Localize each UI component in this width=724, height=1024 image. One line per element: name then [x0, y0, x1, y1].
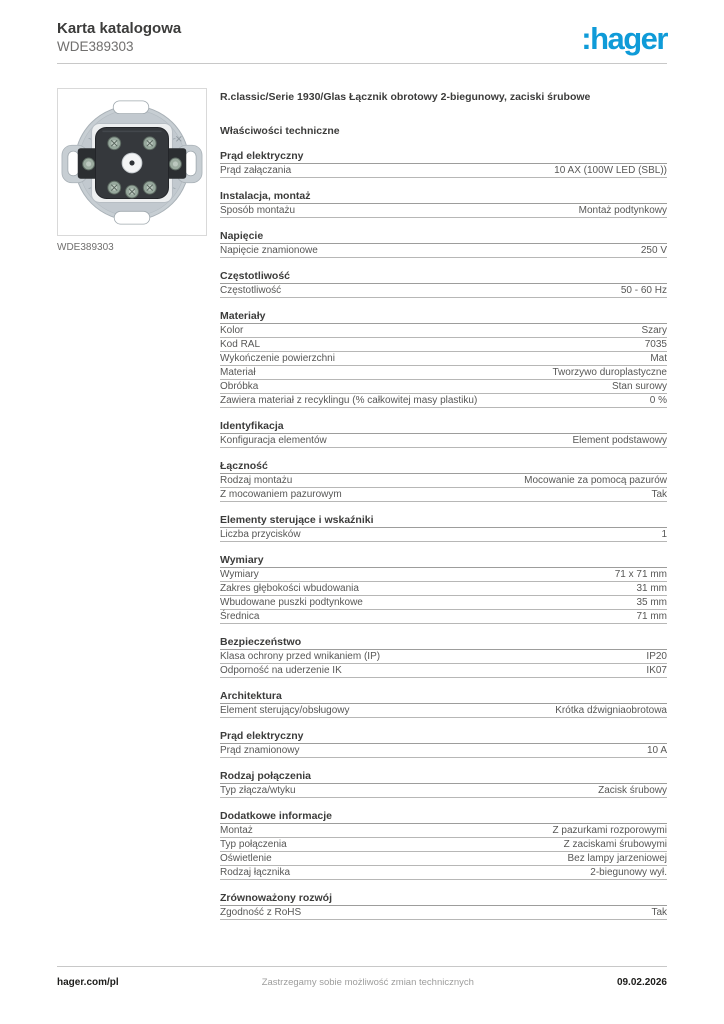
spec-row-value: Tak — [651, 907, 667, 918]
spec-row-label: Element sterujący/obsługowy — [220, 705, 350, 716]
spec-section-title: Architektura — [220, 691, 667, 704]
spec-row-value: 71 x 71 mm — [614, 569, 667, 580]
spec-row-label: Typ złącza/wtyku — [220, 785, 296, 796]
spec-section — [220, 731, 667, 758]
header-divider — [57, 63, 667, 64]
spec-section-title: Instalacja, montaż — [220, 191, 667, 204]
product-image — [57, 88, 207, 236]
spec-row-label: Montaż — [220, 825, 253, 836]
spec-sections — [220, 151, 667, 920]
product-image-column — [57, 88, 207, 933]
spec-row-value: Element podstawowy — [572, 435, 667, 446]
spec-column — [220, 88, 667, 933]
spec-row-label: Zgodność z RoHS — [220, 907, 302, 918]
spec-row — [220, 434, 667, 448]
spec-section — [220, 191, 667, 218]
spec-row-label: Wbudowane puszki podtynkowe — [220, 597, 363, 608]
hager-logo: :hager — [581, 21, 667, 56]
spec-section-title: Częstotliwość — [220, 271, 667, 284]
spec-row-label: Obróbka — [220, 381, 259, 392]
spec-row-label: Napięcie znamionowe — [220, 245, 318, 256]
spec-row-label: Kod RAL — [220, 339, 261, 350]
spec-section-title: Łączność — [220, 461, 667, 474]
spec-section — [220, 311, 667, 408]
spec-row-value: Mat — [650, 353, 667, 364]
spec-row — [220, 394, 667, 408]
spec-row-value: IK07 — [646, 665, 667, 676]
spec-row — [220, 204, 667, 218]
spec-row-label: Prąd załączania — [220, 165, 292, 176]
spec-row-label: Wykończenie powierzchni — [220, 353, 335, 364]
spec-section — [220, 893, 667, 920]
spec-section — [220, 151, 667, 178]
spec-row-value: Bez lampy jarzeniowej — [567, 853, 667, 864]
spec-row — [220, 568, 667, 582]
footer-disclaimer: Zastrzegamy sobie możliwość zmian technicznych — [261, 977, 474, 988]
rotary-switch-illustration — [58, 89, 206, 235]
spec-row-label: Zawiera materiał z recyklingu (% całkowitej masy plastiku) — [220, 395, 478, 406]
main-content — [57, 88, 667, 933]
spec-row — [220, 704, 667, 718]
spec-row-value: 71 mm — [636, 611, 667, 622]
spec-section-title: Rodzaj połączenia — [220, 771, 667, 784]
header-title-block — [57, 20, 181, 55]
spec-row-label: Sposób montażu — [220, 205, 296, 216]
spec-row — [220, 284, 667, 298]
spec-row-value: 2-biegunowy wył. — [590, 867, 667, 878]
spec-row-value: Krótka dźwigniaobrotowa — [555, 705, 667, 716]
spec-row-value: 7035 — [644, 339, 667, 350]
spec-row-value: IP20 — [646, 651, 667, 662]
spec-row-label: Zakres głębokości wbudowania — [220, 583, 359, 594]
spec-section-title: Dodatkowe informacje — [220, 811, 667, 824]
spec-section-title: Prąd elektryczny — [220, 151, 667, 164]
spec-row-value: 0 % — [649, 395, 667, 406]
spec-row — [220, 744, 667, 758]
spec-row — [220, 338, 667, 352]
product-code: WDE389303 — [57, 39, 134, 54]
spec-section — [220, 231, 667, 258]
spec-row-value: Zacisk śrubowy — [598, 785, 667, 796]
spec-row — [220, 650, 667, 664]
spec-row — [220, 838, 667, 852]
product-image-caption: WDE389303 — [57, 242, 114, 253]
spec-section — [220, 515, 667, 542]
footer-content — [57, 967, 667, 988]
spec-row-value: Tworzywo duroplastyczne — [552, 367, 667, 378]
spec-row-value: 250 V — [640, 245, 667, 256]
footer — [57, 966, 667, 988]
spec-row — [220, 664, 667, 678]
spec-section — [220, 771, 667, 798]
spec-row — [220, 488, 667, 502]
spec-section-title: Prąd elektryczny — [220, 731, 667, 744]
product-title: R.classic/Serie 1930/Glas Łącznik obrotowy 2-biegunowy, zaciski śrubowe — [220, 91, 591, 103]
spec-row-label: Prąd znamionowy — [220, 745, 300, 756]
spec-row-label: Oświetlenie — [220, 853, 272, 864]
spec-row-label: Rodzaj łącznika — [220, 867, 291, 878]
spec-section-title: Napięcie — [220, 231, 667, 244]
spec-section — [220, 555, 667, 624]
spec-row-label: Materiał — [220, 367, 256, 378]
spec-row — [220, 582, 667, 596]
spec-row-label: Liczba przycisków — [220, 529, 301, 540]
spec-row — [220, 852, 667, 866]
spec-row-label: Z mocowaniem pazurowym — [220, 489, 342, 500]
footer-date: 09.02.2026 — [616, 977, 667, 988]
spec-section-title: Materiały — [220, 311, 667, 324]
spec-row-label: Konfiguracja elementów — [220, 435, 327, 446]
spec-row-value: Tak — [651, 489, 667, 500]
spec-row — [220, 784, 667, 798]
spec-row-label: Średnica — [220, 611, 260, 622]
spec-row-value: 10 A — [646, 745, 667, 756]
spec-row — [220, 528, 667, 542]
header — [57, 0, 667, 55]
spec-row-value: Stan surowy — [611, 381, 667, 392]
spec-row — [220, 610, 667, 624]
spec-row-label: Rodzaj montażu — [220, 475, 293, 486]
spec-section — [220, 637, 667, 678]
spec-row — [220, 324, 667, 338]
spec-row — [220, 474, 667, 488]
spec-row-value: 31 mm — [636, 583, 667, 594]
document-type: Karta katalogowa — [57, 20, 182, 37]
spec-row-value: 10 AX (100W LED (SBL)) — [554, 165, 667, 176]
spec-row — [220, 824, 667, 838]
spec-row — [220, 352, 667, 366]
spec-row-value: Z zaciskami śrubowymi — [563, 839, 667, 850]
spec-row — [220, 866, 667, 880]
spec-row — [220, 366, 667, 380]
spec-row-value: Z pazurkami rozporowymi — [552, 825, 667, 836]
spec-row-label: Typ połączenia — [220, 839, 287, 850]
spec-row-label: Częstotliwość — [220, 285, 282, 296]
tech-properties-heading: Właściwości techniczne — [220, 125, 340, 137]
spec-row-value: Szary — [641, 325, 667, 336]
spec-section-title: Bezpieczeństwo — [220, 637, 667, 650]
spec-section — [220, 811, 667, 880]
spec-row-value: 50 - 60 Hz — [620, 285, 667, 296]
spec-row-value: Montaż podtynkowy — [578, 205, 667, 216]
footer-website-link[interactable]: hager.com/pl — [57, 977, 119, 988]
spec-row — [220, 244, 667, 258]
spec-row-value: 1 — [661, 529, 667, 540]
spec-row — [220, 164, 667, 178]
spec-row — [220, 596, 667, 610]
spec-section-title: Zrównoważony rozwój — [220, 893, 667, 906]
spec-row-label: Odporność na uderzenie IK — [220, 665, 342, 676]
spec-section — [220, 421, 667, 448]
spec-section — [220, 271, 667, 298]
spec-row-value: 35 mm — [636, 597, 667, 608]
spec-section-title: Elementy sterujące i wskaźniki — [220, 515, 667, 528]
spec-section — [220, 461, 667, 502]
spec-section-title: Identyfikacja — [220, 421, 667, 434]
spec-row-label: Wymiary — [220, 569, 259, 580]
spec-row-label: Kolor — [220, 325, 244, 336]
spec-section-title: Wymiary — [220, 555, 667, 568]
spec-row-value: Mocowanie za pomocą pazurów — [524, 475, 667, 486]
spec-row — [220, 380, 667, 394]
spec-row — [220, 906, 667, 920]
datasheet-page — [57, 0, 667, 1024]
spec-row-label: Klasa ochrony przed wnikaniem (IP) — [220, 651, 381, 662]
spec-section — [220, 691, 667, 718]
